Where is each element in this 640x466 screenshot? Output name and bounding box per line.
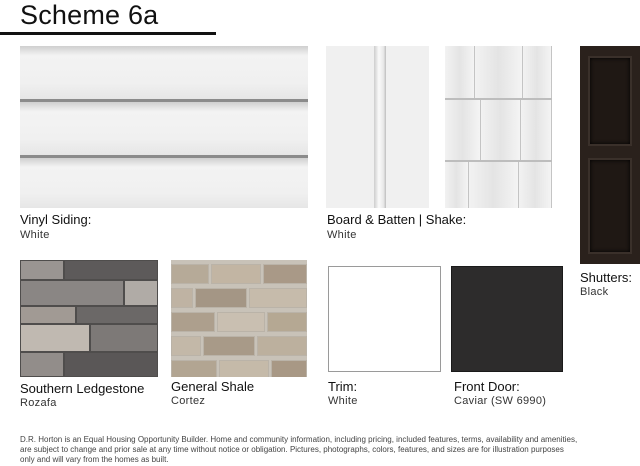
front-door-value: Caviar (SW 6990) [454,395,547,407]
brick [267,312,307,332]
shutter-panel [588,158,632,254]
brick [211,264,261,284]
board-shake-value: White [327,229,357,241]
batten-strip [374,46,386,208]
stone [64,352,158,377]
ledgestone-label: Southern Ledgestone [20,381,145,396]
stone [20,260,64,280]
front-door-color-swatch [451,266,563,372]
siding-board [20,158,308,208]
shingle [475,46,523,98]
shutter-swatch [580,46,640,264]
shutters-value: Black [580,286,609,298]
vinyl-siding-swatch [20,46,308,208]
brick [195,288,247,308]
front-door-label: Front Door: [454,379,520,394]
stone [76,306,158,324]
ledgestone-swatch [20,260,158,377]
brick [171,312,215,332]
trim-value: White [328,395,358,407]
brick [271,360,307,377]
vinyl-siding-label: Vinyl Siding: [20,212,92,227]
stone [20,306,76,324]
brick [217,312,265,332]
stone [90,324,158,352]
page-title: Scheme 6a [20,0,159,30]
trim-color-swatch [328,266,441,372]
stone [20,280,124,306]
title-underline [0,32,216,35]
shingle [445,100,481,160]
shingle [523,46,552,98]
ledgestone-value: Rozafa [20,397,57,409]
brick [171,360,217,377]
shingle [519,162,552,208]
brick-swatch [171,260,307,377]
shingle [445,46,475,98]
shutters-label: Shutters: [580,270,633,285]
trim-label: Trim: [328,379,358,394]
brick-value: Cortez [171,395,206,407]
brick [171,288,193,308]
brick [263,264,307,284]
siding-board [20,102,308,155]
stone [20,324,90,352]
vinyl-siding-value: White [20,229,50,241]
brick-label: General Shale [171,379,255,394]
brick [249,288,307,308]
brick [219,360,269,377]
shutter-panel [588,56,632,146]
shingle [445,162,469,208]
stone [20,352,64,377]
shingle [481,100,521,160]
siding-board [20,46,308,99]
shingle [469,162,519,208]
board-shake-label: Board & Batten | Shake: [327,212,467,227]
board-batten-swatch [326,46,429,208]
stone [124,280,158,306]
legal-disclaimer: D.R. Horton is an Equal Housing Opportunity Builder. Home and community information, including pricing, included features, terms, availability and amenities, are subject to change and prior sale at any time without notice or obligation. Pictures, photographs, colors, features, and sizes are for illustration purposes only and will vary from the homes as built. [20,435,578,464]
brick [171,264,209,284]
shingle [521,100,552,160]
shake-swatch [445,46,552,208]
brick [171,336,201,356]
brick [257,336,307,356]
brick [203,336,255,356]
stone [64,260,158,280]
